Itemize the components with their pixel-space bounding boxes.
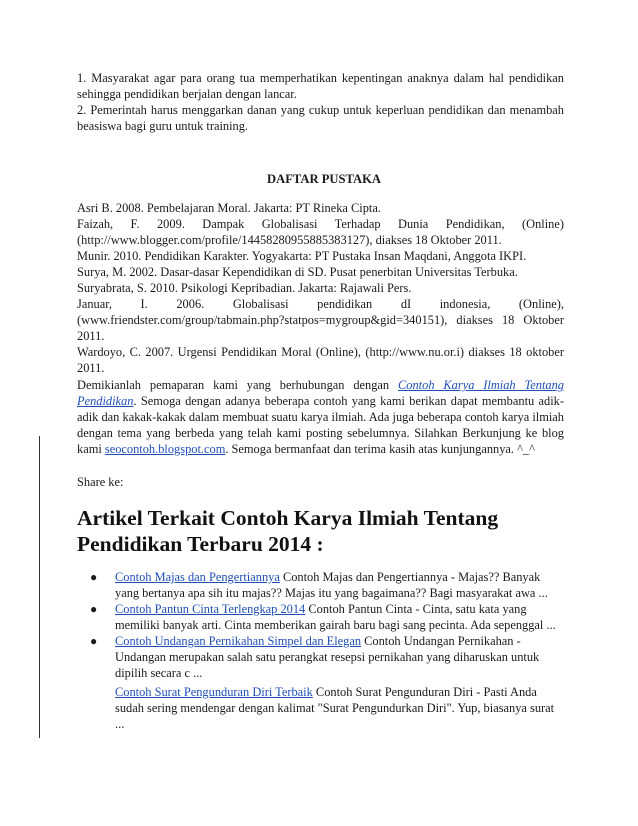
related-article-link[interactable]: Contoh Undangan Pernikahan Simpel dan Elegan [115,634,362,648]
daftar-pustaka-heading: DAFTAR PUSTAKA [267,172,381,186]
related-article-item [77,633,567,681]
reference-item: Wardoyo, C. 2007. Urgensi Pendidikan Moral (Online), (http://www.nu.or.i) diakses 18 oktober 2011. [77,345,564,375]
karya-ilmiah-link[interactable]: Contoh Karya Ilmiah Tentang Pendidikan [77,378,564,408]
related-article-item-extra [115,684,565,732]
bullet-icon: ● [90,634,98,648]
related-article-snippet: Contoh Majas dan Pengertiannya - Majas?? Banyak yang bertanya apa sih itu majas?? Majas itu yang bagaimana?? Bagi masyarakat awa ... [115,570,548,600]
related-article-item [77,601,567,633]
reference-item: Januar, I. 2006. Globalisasi pendidikan dI indonesia, (Online),(www.friendster.com/group/tabmain.php?statpos=mygroup&gid=340151), diakses 18 Oktober 2011. [77,297,564,343]
conclusion-item-1: 1. Masyarakat agar para orang tua memperhatikan kepentingan anaknya dalam hal pendidikan sehingga pendidikan berjalan dengan lancar. [77,71,564,101]
related-articles-title: Artikel Terkait Contoh Karya Ilmiah Tentang Pendidikan Terbaru 2014 : [77,506,499,556]
share-label: Share ke: [77,475,124,489]
intro-conclusions [77,70,564,134]
related-articles-list [77,569,567,681]
related-article-link[interactable]: Contoh Pantun Cinta Terlengkap 2014 [115,602,306,616]
related-article-snippet: Contoh Undangan Pernikahan - Undangan merupakan salah satu perangkat resepsi pernikahan yang diharuskan untuk dipilih secara c ... [115,634,540,680]
reference-item: Surya, M. 2002. Dasar-dasar Kependidikan di SD. Pusat penerbitan Universitas Terbuka. [77,265,518,279]
closing-paragraph [77,377,564,457]
related-article-link[interactable]: Contoh Majas dan Pengertiannya [115,570,280,584]
closing-text-end: . Semoga bermanfaat dan terima kasih atas kunjungannya. ^_^ [225,442,535,456]
closing-text-start: Demikianlah pemaparan kami yang berhubungan dengan [77,378,399,392]
bullet-icon: ● [90,570,98,584]
reference-item: Faizah, F. 2009. Dampak Globalisasi Terhadap Dunia Pendidikan, (Online)(http://www.blogger.com/profile/14458280955885383127), diakses 18 Oktober 2011. [77,217,564,247]
related-article-link[interactable]: Contoh Surat Pengunduran Diri Terbaik [115,685,313,699]
related-article-snippet: Contoh Pantun Cinta - Cinta, satu kata yang memiliki banyak arti. Cinta memberikan gairah baru bagi sang pecinta. Ada sepenggal ... [115,602,556,632]
blog-link[interactable]: seocontoh.blogspot.com [104,442,226,456]
conclusion-item-2: 2. Pemerintah harus menggarkan danan yang cukup untuk keperluan pendidikan dan menambah beasiswa bagi guru untuk training. [77,103,564,133]
related-article-item [77,569,567,601]
reference-item: Suryabrata, S. 2010. Psikologi Kepribadian. Jakarta: Rajawali Pers. [77,281,412,295]
related-article-snippet: Contoh Surat Pengunduran Diri - Pasti Anda sudah sering mendengar dengan kalimat "Surat Pengundurkan Diri". Yup, biasanya surat ... [115,685,555,731]
reference-item: Asri B. 2008. Pembelajaran Moral. Jakarta: PT Rineka Cipta. [77,201,381,215]
reference-item: Munir. 2010. Pendidikan Karakter. Yogyakarta: PT Pustaka Insan Maqdani, Anggota IKPI. [77,249,527,263]
reference-list [77,200,564,376]
closing-text-middle: . Semoga dengan adanya beberapa contoh yang kami berikan dapat membantu adik-adik dan kakak-kakak dalam membuat suatu karya ilmiah. Ada juga beberapa contoh karya ilmiah dengan tema yang berbeda yang telah kami posting sebelumnya. Silahkan Berkunjung ke blog kami [77,394,564,456]
bullet-icon: ● [90,602,98,616]
left-margin-rule [39,436,40,738]
